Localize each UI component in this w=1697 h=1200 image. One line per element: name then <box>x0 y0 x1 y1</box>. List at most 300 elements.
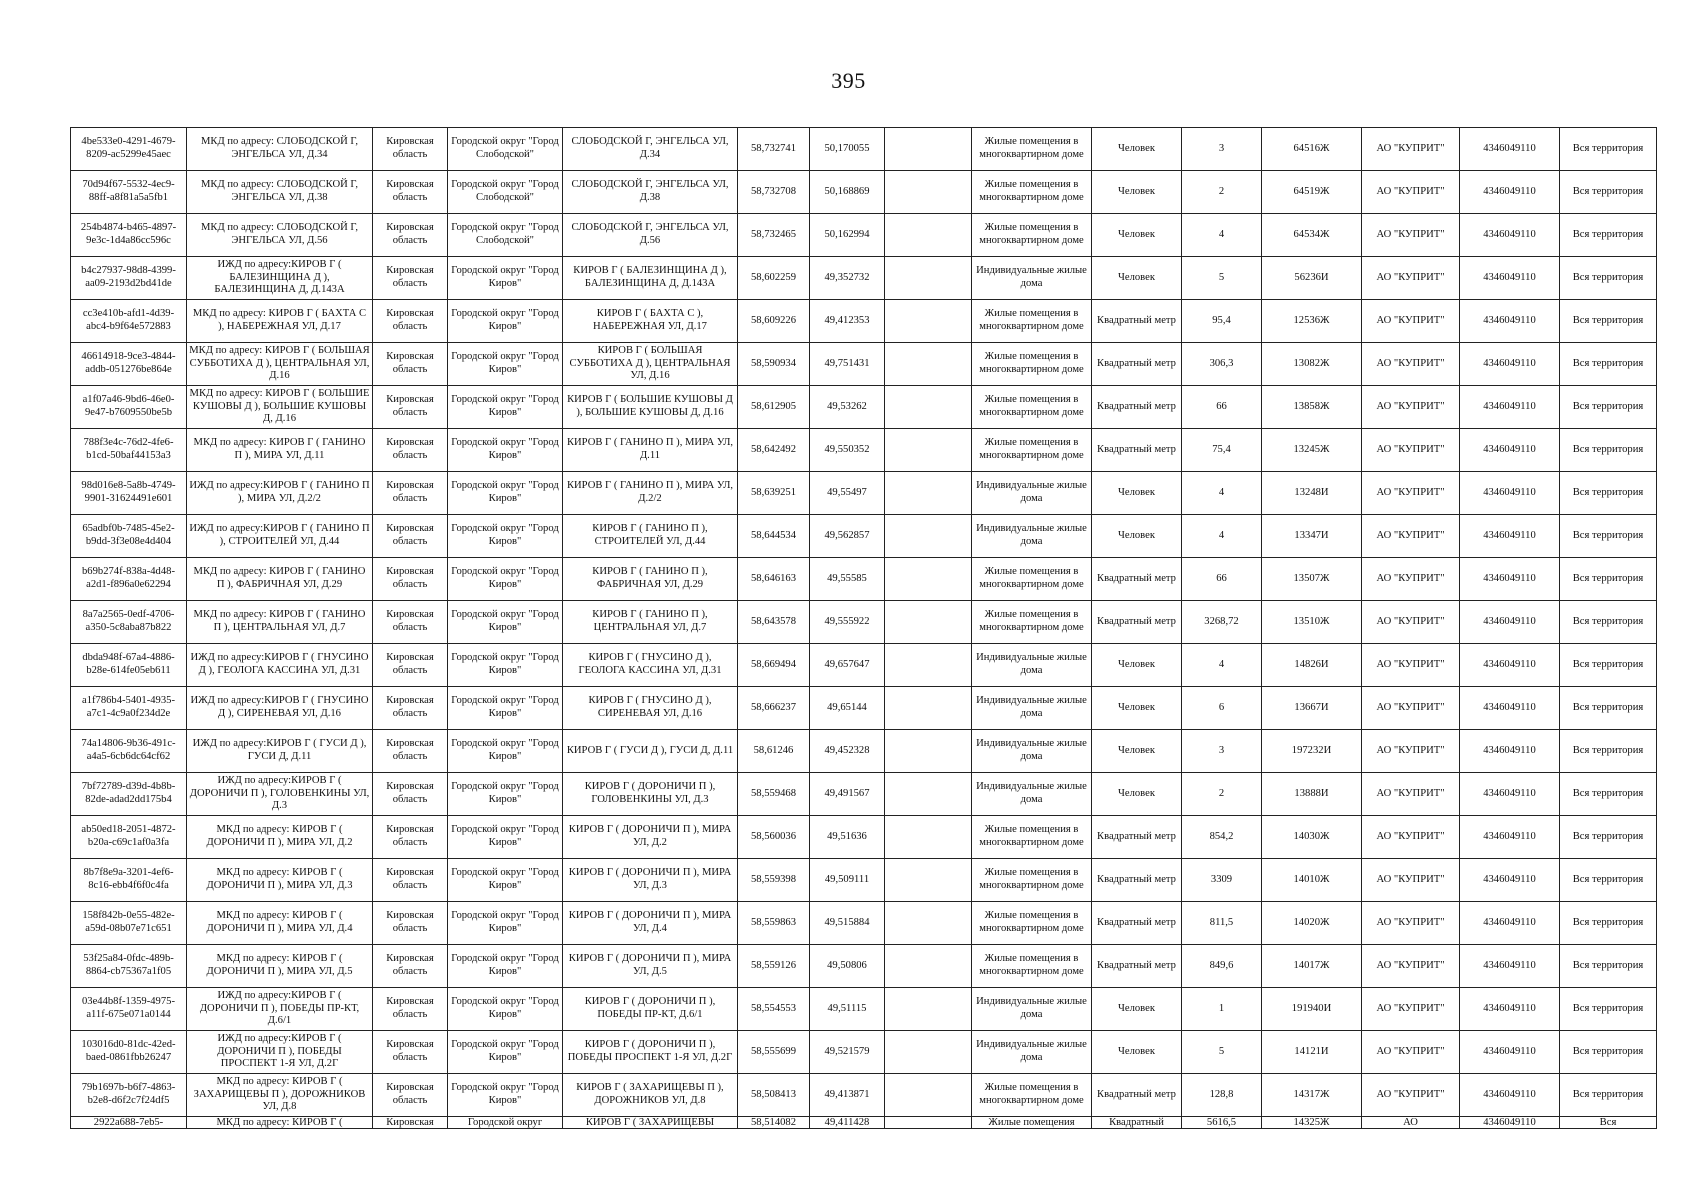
cell-address: КИРОВ Г ( БОЛЬШАЯ СУББОТИХА Д ), ЦЕНТРАЛЬНАЯ УЛ, Д.16 <box>563 343 738 386</box>
cell-quantity: 3268,72 <box>1182 601 1262 644</box>
cell-inn: 4346049110 <box>1460 816 1560 859</box>
cell-account: 64516Ж <box>1262 128 1362 171</box>
cell-object-type: Жилые помещения в многоквартирном доме <box>972 902 1092 945</box>
cell-latitude: 58,590934 <box>738 343 810 386</box>
cell-organization: АО "КУПРИТ" <box>1362 988 1460 1031</box>
cell-blank <box>885 644 972 687</box>
cell-object-type: Индивидуальные жилые дома <box>972 773 1092 816</box>
cell-quantity: 811,5 <box>1182 902 1262 945</box>
cell-region: Кировская область <box>373 945 448 988</box>
cell-object-type: Жилые помещения в многоквартирном доме <box>972 300 1092 343</box>
cell-object-name: МКД по адресу: СЛОБОДСКОЙ Г, ЭНГЕЛЬСА УЛ, Д.34 <box>187 128 373 171</box>
cell-account: 13888И <box>1262 773 1362 816</box>
cell-inn: 4346049110 <box>1460 257 1560 300</box>
cell-territory: Вся территория <box>1560 601 1657 644</box>
cell-municipality: Городской округ "Город Киров" <box>448 902 563 945</box>
cell-unit: Человек <box>1092 644 1182 687</box>
cell-municipality: Городской округ "Город Слободской" <box>448 214 563 257</box>
cell-address: КИРОВ Г ( ДОРОНИЧИ П ), МИРА УЛ, Д.3 <box>563 859 738 902</box>
cell-blank <box>885 343 972 386</box>
cell-territory: Вся территория <box>1560 816 1657 859</box>
cell-blank <box>885 386 972 429</box>
cell-organization: АО "КУПРИТ" <box>1362 429 1460 472</box>
cell-region: Кировская область <box>373 687 448 730</box>
table-row <box>71 343 1657 386</box>
cell-account: 13510Ж <box>1262 601 1362 644</box>
cell-address: КИРОВ Г ( ГАНИНО П ), МИРА УЛ, Д.11 <box>563 429 738 472</box>
cell-id: 79b1697b-b6f7-4863-b2e8-d6f2c7f24df5 <box>71 1074 187 1117</box>
cell-account: 56236И <box>1262 257 1362 300</box>
cell-territory: Вся территория <box>1560 644 1657 687</box>
cell-unit: Человек <box>1092 730 1182 773</box>
cell-object-type: Жилые помещения в многоквартирном доме <box>972 859 1092 902</box>
cell-object-type: Жилые помещения в многоквартирном доме <box>972 558 1092 601</box>
cell-object-name: МКД по адресу: СЛОБОДСКОЙ Г, ЭНГЕЛЬСА УЛ, Д.38 <box>187 171 373 214</box>
cell-unit: Человек <box>1092 257 1182 300</box>
cell-unit: Квадратный метр <box>1092 859 1182 902</box>
cell-municipality: Городской округ "Город Киров" <box>448 515 563 558</box>
cell-address: КИРОВ Г ( ДОРОНИЧИ П ), ГОЛОВЕНКИНЫ УЛ, Д.3 <box>563 773 738 816</box>
cell-object-name: МКД по адресу: КИРОВ Г ( ГАНИНО П ), ФАБРИЧНАЯ УЛ, Д.29 <box>187 558 373 601</box>
cell-region: Кировская область <box>373 515 448 558</box>
cell-quantity: 3309 <box>1182 859 1262 902</box>
cell-organization: АО "КУПРИТ" <box>1362 300 1460 343</box>
table-row <box>71 429 1657 472</box>
cell-municipality: Городской округ "Город Киров" <box>448 343 563 386</box>
registry-table <box>70 127 1657 1129</box>
cell-latitude: 58,643578 <box>738 601 810 644</box>
cell-account: 13858Ж <box>1262 386 1362 429</box>
cell-unit: Человек <box>1092 171 1182 214</box>
cell-object-name: ИЖД по адресу:КИРОВ Г ( ГНУСИНО Д ), ГЕОЛОГА КАССИНА УЛ, Д.31 <box>187 644 373 687</box>
cell-address: КИРОВ Г ( ГУСИ Д ), ГУСИ Д, Д.11 <box>563 730 738 773</box>
cell-object-name: ИЖД по адресу:КИРОВ Г ( ДОРОНИЧИ П ), ГОЛОВЕНКИНЫ УЛ, Д.3 <box>187 773 373 816</box>
cell-longitude: 49,65144 <box>810 687 885 730</box>
table-row <box>71 214 1657 257</box>
cell-blank <box>885 171 972 214</box>
cell-account: 14017Ж <box>1262 945 1362 988</box>
cell-quantity: 4 <box>1182 644 1262 687</box>
table-row <box>71 1117 1657 1129</box>
cell-id: b4c27937-98d8-4399-aa09-2193d2bd41de <box>71 257 187 300</box>
cell-id: 70d94f67-5532-4ec9-88ff-a8f81a5a5fb1 <box>71 171 187 214</box>
cell-longitude: 49,509111 <box>810 859 885 902</box>
cell-latitude: 58,559398 <box>738 859 810 902</box>
cell-region: Кировская область <box>373 558 448 601</box>
cell-longitude: 50,170055 <box>810 128 885 171</box>
cell-quantity: 306,3 <box>1182 343 1262 386</box>
table-row <box>71 601 1657 644</box>
cell-latitude: 58,639251 <box>738 472 810 515</box>
cell-quantity: 75,4 <box>1182 429 1262 472</box>
cell-latitude: 58,514082 <box>738 1117 810 1129</box>
cell-inn: 4346049110 <box>1460 171 1560 214</box>
cell-address: КИРОВ Г ( ДОРОНИЧИ П ), ПОБЕДЫ ПРОСПЕКТ 1-Я УЛ, Д.2Г <box>563 1031 738 1074</box>
cell-id: 158f842b-0e55-482e-a59d-08b07e71c651 <box>71 902 187 945</box>
cell-id: 4be533e0-4291-4679-8209-ac5299e45aec <box>71 128 187 171</box>
cell-latitude: 58,612905 <box>738 386 810 429</box>
cell-territory: Вся территория <box>1560 300 1657 343</box>
cell-latitude: 58,559468 <box>738 773 810 816</box>
cell-territory: Вся территория <box>1560 988 1657 1031</box>
cell-address: КИРОВ Г ( ЗАХАРИЩЕВЫ П ), ДОРОЖНИКОВ УЛ, Д.8 <box>563 1074 738 1117</box>
cell-unit: Квадратный метр <box>1092 902 1182 945</box>
cell-longitude: 49,521579 <box>810 1031 885 1074</box>
cell-region: Кировская область <box>373 128 448 171</box>
cell-region: Кировская область <box>373 343 448 386</box>
cell-organization: АО "КУПРИТ" <box>1362 515 1460 558</box>
cell-longitude: 49,352732 <box>810 257 885 300</box>
cell-unit: Квадратный метр <box>1092 1074 1182 1117</box>
cell-inn: 4346049110 <box>1460 644 1560 687</box>
cell-object-name: ИЖД по адресу:КИРОВ Г ( ГУСИ Д ), ГУСИ Д, Д.11 <box>187 730 373 773</box>
cell-unit: Квадратный метр <box>1092 300 1182 343</box>
cell-latitude: 58,555699 <box>738 1031 810 1074</box>
cell-municipality: Городской округ <box>448 1117 563 1129</box>
cell-latitude: 58,61246 <box>738 730 810 773</box>
cell-territory: Вся территория <box>1560 429 1657 472</box>
cell-territory: Вся территория <box>1560 1074 1657 1117</box>
cell-inn: 4346049110 <box>1460 1074 1560 1117</box>
cell-blank <box>885 730 972 773</box>
cell-object-type: Индивидуальные жилые дома <box>972 644 1092 687</box>
cell-object-name: ИЖД по адресу:КИРОВ Г ( ДОРОНИЧИ П ), ПОБЕДЫ ПР-КТ, Д.6/1 <box>187 988 373 1031</box>
registry-body <box>71 128 1657 1129</box>
cell-inn: 4346049110 <box>1460 859 1560 902</box>
cell-account: 14030Ж <box>1262 816 1362 859</box>
cell-address: КИРОВ Г ( ДОРОНИЧИ П ), ПОБЕДЫ ПР-КТ, Д.6/1 <box>563 988 738 1031</box>
cell-id: 7bf72789-d39d-4b8b-82de-adad2dd175b4 <box>71 773 187 816</box>
cell-municipality: Городской округ "Город Киров" <box>448 730 563 773</box>
cell-unit: Квадратный метр <box>1092 386 1182 429</box>
cell-object-name: МКД по адресу: КИРОВ Г ( <box>187 1117 373 1129</box>
cell-latitude: 58,609226 <box>738 300 810 343</box>
cell-territory: Вся территория <box>1560 558 1657 601</box>
cell-organization: АО "КУПРИТ" <box>1362 859 1460 902</box>
cell-longitude: 49,515884 <box>810 902 885 945</box>
cell-region: Кировская область <box>373 171 448 214</box>
cell-id: 03e44b8f-1359-4975-a11f-675e071a0144 <box>71 988 187 1031</box>
table-row <box>71 687 1657 730</box>
cell-organization: АО "КУПРИТ" <box>1362 816 1460 859</box>
cell-address: КИРОВ Г ( ГАНИНО П ), ФАБРИЧНАЯ УЛ, Д.29 <box>563 558 738 601</box>
cell-id: 2922a688-7eb5- <box>71 1117 187 1129</box>
cell-unit: Человек <box>1092 773 1182 816</box>
cell-address: КИРОВ Г ( БАХТА С ), НАБЕРЕЖНАЯ УЛ, Д.17 <box>563 300 738 343</box>
cell-inn: 4346049110 <box>1460 1031 1560 1074</box>
cell-longitude: 49,411428 <box>810 1117 885 1129</box>
cell-id: cc3e410b-afd1-4d39-abc4-b9f64e572883 <box>71 300 187 343</box>
cell-organization: АО "КУПРИТ" <box>1362 128 1460 171</box>
cell-longitude: 49,413871 <box>810 1074 885 1117</box>
cell-blank <box>885 816 972 859</box>
cell-organization: АО "КУПРИТ" <box>1362 257 1460 300</box>
cell-municipality: Городской округ "Город Киров" <box>448 988 563 1031</box>
cell-blank <box>885 902 972 945</box>
cell-unit: Квадратный метр <box>1092 945 1182 988</box>
cell-unit: Квадратный метр <box>1092 601 1182 644</box>
cell-latitude: 58,559863 <box>738 902 810 945</box>
cell-longitude: 49,562857 <box>810 515 885 558</box>
cell-latitude: 58,559126 <box>738 945 810 988</box>
cell-object-name: МКД по адресу: КИРОВ Г ( БОЛЬШИЕ КУШОВЫ Д ), БОЛЬШИЕ КУШОВЫ Д, Д.16 <box>187 386 373 429</box>
cell-organization: АО "КУПРИТ" <box>1362 945 1460 988</box>
cell-region: Кировская <box>373 1117 448 1129</box>
cell-blank <box>885 1074 972 1117</box>
cell-organization: АО "КУПРИТ" <box>1362 1031 1460 1074</box>
cell-latitude: 58,508413 <box>738 1074 810 1117</box>
cell-municipality: Городской округ "Город Киров" <box>448 257 563 300</box>
cell-account: 13507Ж <box>1262 558 1362 601</box>
table-row <box>71 128 1657 171</box>
cell-quantity: 5616,5 <box>1182 1117 1262 1129</box>
cell-account: 13082Ж <box>1262 343 1362 386</box>
cell-organization: АО "КУПРИТ" <box>1362 902 1460 945</box>
cell-quantity: 128,8 <box>1182 1074 1262 1117</box>
cell-municipality: Городской округ "Город Киров" <box>448 945 563 988</box>
cell-object-name: МКД по адресу: КИРОВ Г ( ДОРОНИЧИ П ), МИРА УЛ, Д.3 <box>187 859 373 902</box>
cell-territory: Вся территория <box>1560 472 1657 515</box>
table-row <box>71 1031 1657 1074</box>
cell-account: 14325Ж <box>1262 1117 1362 1129</box>
table-row <box>71 902 1657 945</box>
table-row <box>71 988 1657 1031</box>
cell-organization: АО "КУПРИТ" <box>1362 1074 1460 1117</box>
cell-quantity: 1 <box>1182 988 1262 1031</box>
cell-latitude: 58,732741 <box>738 128 810 171</box>
cell-inn: 4346049110 <box>1460 1117 1560 1129</box>
cell-region: Кировская область <box>373 859 448 902</box>
cell-unit: Человек <box>1092 128 1182 171</box>
cell-id: 98d016e8-5a8b-4749-9901-31624491e601 <box>71 472 187 515</box>
cell-latitude: 58,646163 <box>738 558 810 601</box>
table-row <box>71 644 1657 687</box>
cell-address: КИРОВ Г ( ГНУСИНО Д ), СИРЕНЕВАЯ УЛ, Д.16 <box>563 687 738 730</box>
cell-unit: Человек <box>1092 472 1182 515</box>
cell-id: ab50ed18-2051-4872-b20a-c69c1af0a3fa <box>71 816 187 859</box>
cell-unit: Человек <box>1092 515 1182 558</box>
cell-longitude: 49,51636 <box>810 816 885 859</box>
cell-object-name: ИЖД по адресу:КИРОВ Г ( ДОРОНИЧИ П ), ПОБЕДЫ ПРОСПЕКТ 1-Я УЛ, Д.2Г <box>187 1031 373 1074</box>
cell-blank <box>885 257 972 300</box>
cell-region: Кировская область <box>373 386 448 429</box>
cell-object-name: МКД по адресу: КИРОВ Г ( ГАНИНО П ), МИРА УЛ, Д.11 <box>187 429 373 472</box>
cell-account: 14010Ж <box>1262 859 1362 902</box>
cell-municipality: Городской округ "Город Киров" <box>448 1074 563 1117</box>
cell-object-type: Жилые помещения в многоквартирном доме <box>972 214 1092 257</box>
cell-longitude: 49,657647 <box>810 644 885 687</box>
cell-longitude: 49,491567 <box>810 773 885 816</box>
cell-territory: Вся <box>1560 1117 1657 1129</box>
cell-blank <box>885 515 972 558</box>
cell-address: КИРОВ Г ( ГАНИНО П ), ЦЕНТРАЛЬНАЯ УЛ, Д.7 <box>563 601 738 644</box>
cell-id: 8a7a2565-0edf-4706-a350-5c8aba87b822 <box>71 601 187 644</box>
cell-id: 103016d0-81dc-42ed-baed-0861fbb26247 <box>71 1031 187 1074</box>
cell-inn: 4346049110 <box>1460 429 1560 472</box>
cell-address: КИРОВ Г ( ДОРОНИЧИ П ), МИРА УЛ, Д.2 <box>563 816 738 859</box>
cell-inn: 4346049110 <box>1460 558 1560 601</box>
cell-blank <box>885 687 972 730</box>
cell-organization: АО "КУПРИТ" <box>1362 773 1460 816</box>
cell-blank <box>885 988 972 1031</box>
cell-organization: АО "КУПРИТ" <box>1362 343 1460 386</box>
cell-municipality: Городской округ "Город Киров" <box>448 644 563 687</box>
cell-object-type: Индивидуальные жилые дома <box>972 687 1092 730</box>
cell-region: Кировская область <box>373 1031 448 1074</box>
table-row <box>71 300 1657 343</box>
cell-account: 14121И <box>1262 1031 1362 1074</box>
cell-territory: Вся территория <box>1560 343 1657 386</box>
cell-region: Кировская область <box>373 429 448 472</box>
cell-municipality: Городской округ "Город Киров" <box>448 386 563 429</box>
cell-unit: Человек <box>1092 988 1182 1031</box>
cell-territory: Вся территория <box>1560 386 1657 429</box>
cell-address: КИРОВ Г ( БОЛЬШИЕ КУШОВЫ Д ), БОЛЬШИЕ КУШОВЫ Д, Д.16 <box>563 386 738 429</box>
cell-municipality: Городской округ "Город Киров" <box>448 816 563 859</box>
cell-object-type: Жилые помещения в многоквартирном доме <box>972 1074 1092 1117</box>
cell-territory: Вся территория <box>1560 515 1657 558</box>
cell-longitude: 49,452328 <box>810 730 885 773</box>
cell-territory: Вся территория <box>1560 945 1657 988</box>
cell-quantity: 4 <box>1182 472 1262 515</box>
cell-object-type: Индивидуальные жилые дома <box>972 988 1092 1031</box>
cell-object-type: Жилые помещения в многоквартирном доме <box>972 816 1092 859</box>
cell-address: КИРОВ Г ( ЗАХАРИЩЕВЫ <box>563 1117 738 1129</box>
cell-id: dbda948f-67a4-4886-b28e-614fe05eb611 <box>71 644 187 687</box>
cell-municipality: Городской округ "Город Слободской" <box>448 171 563 214</box>
cell-object-name: МКД по адресу: КИРОВ Г ( БОЛЬШАЯ СУББОТИХА Д ), ЦЕНТРАЛЬНАЯ УЛ, Д.16 <box>187 343 373 386</box>
cell-region: Кировская область <box>373 1074 448 1117</box>
cell-territory: Вся территория <box>1560 902 1657 945</box>
cell-id: 254b4874-b465-4897-9e3c-1d4a86cc596c <box>71 214 187 257</box>
cell-territory: Вся территория <box>1560 730 1657 773</box>
cell-inn: 4346049110 <box>1460 945 1560 988</box>
cell-municipality: Городской округ "Город Киров" <box>448 1031 563 1074</box>
cell-blank <box>885 472 972 515</box>
cell-territory: Вся территория <box>1560 859 1657 902</box>
cell-quantity: 5 <box>1182 1031 1262 1074</box>
cell-unit: Человек <box>1092 687 1182 730</box>
cell-quantity: 6 <box>1182 687 1262 730</box>
cell-quantity: 2 <box>1182 773 1262 816</box>
cell-object-name: ИЖД по адресу:КИРОВ Г ( ГАНИНО П ), МИРА УЛ, Д.2/2 <box>187 472 373 515</box>
cell-account: 14020Ж <box>1262 902 1362 945</box>
cell-object-type: Жилые помещения в многоквартирном доме <box>972 128 1092 171</box>
cell-blank <box>885 859 972 902</box>
cell-account: 13667И <box>1262 687 1362 730</box>
cell-organization: АО "КУПРИТ" <box>1362 558 1460 601</box>
cell-latitude: 58,602259 <box>738 257 810 300</box>
cell-territory: Вся территория <box>1560 773 1657 816</box>
cell-region: Кировская область <box>373 601 448 644</box>
cell-inn: 4346049110 <box>1460 472 1560 515</box>
cell-region: Кировская область <box>373 214 448 257</box>
cell-inn: 4346049110 <box>1460 128 1560 171</box>
cell-longitude: 50,162994 <box>810 214 885 257</box>
cell-id: 74a14806-9b36-491c-a4a5-6cb6dc64cf62 <box>71 730 187 773</box>
cell-address: КИРОВ Г ( ГАНИНО П ), СТРОИТЕЛЕЙ УЛ, Д.44 <box>563 515 738 558</box>
cell-address: СЛОБОДСКОЙ Г, ЭНГЕЛЬСА УЛ, Д.34 <box>563 128 738 171</box>
cell-address: КИРОВ Г ( ГАНИНО П ), МИРА УЛ, Д.2/2 <box>563 472 738 515</box>
cell-account: 13245Ж <box>1262 429 1362 472</box>
cell-blank <box>885 558 972 601</box>
cell-unit: Квадратный метр <box>1092 558 1182 601</box>
cell-municipality: Городской округ "Город Киров" <box>448 687 563 730</box>
cell-longitude: 50,168869 <box>810 171 885 214</box>
cell-municipality: Городской округ "Город Слободской" <box>448 128 563 171</box>
table-row <box>71 257 1657 300</box>
cell-region: Кировская область <box>373 730 448 773</box>
cell-longitude: 49,53262 <box>810 386 885 429</box>
cell-blank <box>885 429 972 472</box>
cell-region: Кировская область <box>373 773 448 816</box>
cell-unit: Квадратный метр <box>1092 343 1182 386</box>
cell-organization: АО "КУПРИТ" <box>1362 171 1460 214</box>
cell-address: КИРОВ Г ( ДОРОНИЧИ П ), МИРА УЛ, Д.5 <box>563 945 738 988</box>
cell-latitude: 58,666237 <box>738 687 810 730</box>
cell-blank <box>885 214 972 257</box>
table-row <box>71 472 1657 515</box>
table-row <box>71 945 1657 988</box>
cell-object-name: МКД по адресу: КИРОВ Г ( ДОРОНИЧИ П ), МИРА УЛ, Д.4 <box>187 902 373 945</box>
cell-address: СЛОБОДСКОЙ Г, ЭНГЕЛЬСА УЛ, Д.56 <box>563 214 738 257</box>
cell-inn: 4346049110 <box>1460 386 1560 429</box>
cell-organization: АО "КУПРИТ" <box>1362 386 1460 429</box>
cell-account: 191940И <box>1262 988 1362 1031</box>
cell-account: 13347И <box>1262 515 1362 558</box>
cell-object-type: Жилые помещения в многоквартирном доме <box>972 601 1092 644</box>
cell-latitude: 58,560036 <box>738 816 810 859</box>
cell-id: 46614918-9ce3-4844-addb-051276be864e <box>71 343 187 386</box>
cell-territory: Вся территория <box>1560 687 1657 730</box>
cell-unit: Квадратный метр <box>1092 429 1182 472</box>
table-row <box>71 859 1657 902</box>
cell-territory: Вся территория <box>1560 214 1657 257</box>
cell-id: 788f3e4c-76d2-4fe6-b1cd-50baf44153a3 <box>71 429 187 472</box>
cell-account: 14317Ж <box>1262 1074 1362 1117</box>
cell-unit: Квадратный <box>1092 1117 1182 1129</box>
cell-quantity: 4 <box>1182 515 1262 558</box>
cell-longitude: 49,50806 <box>810 945 885 988</box>
table-row <box>71 773 1657 816</box>
cell-territory: Вся территория <box>1560 128 1657 171</box>
cell-inn: 4346049110 <box>1460 515 1560 558</box>
cell-account: 197232И <box>1262 730 1362 773</box>
table-row <box>71 730 1657 773</box>
cell-address: КИРОВ Г ( ДОРОНИЧИ П ), МИРА УЛ, Д.4 <box>563 902 738 945</box>
cell-inn: 4346049110 <box>1460 730 1560 773</box>
cell-latitude: 58,669494 <box>738 644 810 687</box>
cell-object-name: МКД по адресу: СЛОБОДСКОЙ Г, ЭНГЕЛЬСА УЛ, Д.56 <box>187 214 373 257</box>
cell-unit: Человек <box>1092 214 1182 257</box>
cell-longitude: 49,751431 <box>810 343 885 386</box>
cell-id: b69b274f-838a-4d48-a2d1-f896a0e62294 <box>71 558 187 601</box>
table-row <box>71 558 1657 601</box>
cell-blank <box>885 1117 972 1129</box>
cell-id: a1f07a46-9bd6-46e0-9e47-b7609550be5b <box>71 386 187 429</box>
cell-region: Кировская область <box>373 988 448 1031</box>
cell-organization: АО "КУПРИТ" <box>1362 644 1460 687</box>
cell-quantity: 4 <box>1182 214 1262 257</box>
cell-region: Кировская область <box>373 257 448 300</box>
cell-quantity: 3 <box>1182 128 1262 171</box>
cell-id: 53f25a84-0fdc-489b-8864-cb75367a1f05 <box>71 945 187 988</box>
cell-inn: 4346049110 <box>1460 988 1560 1031</box>
table-row <box>71 1074 1657 1117</box>
cell-id: 8b7f8e9a-3201-4ef6-8c16-ebb4f6f0c4fa <box>71 859 187 902</box>
cell-blank <box>885 945 972 988</box>
cell-account: 14826И <box>1262 644 1362 687</box>
